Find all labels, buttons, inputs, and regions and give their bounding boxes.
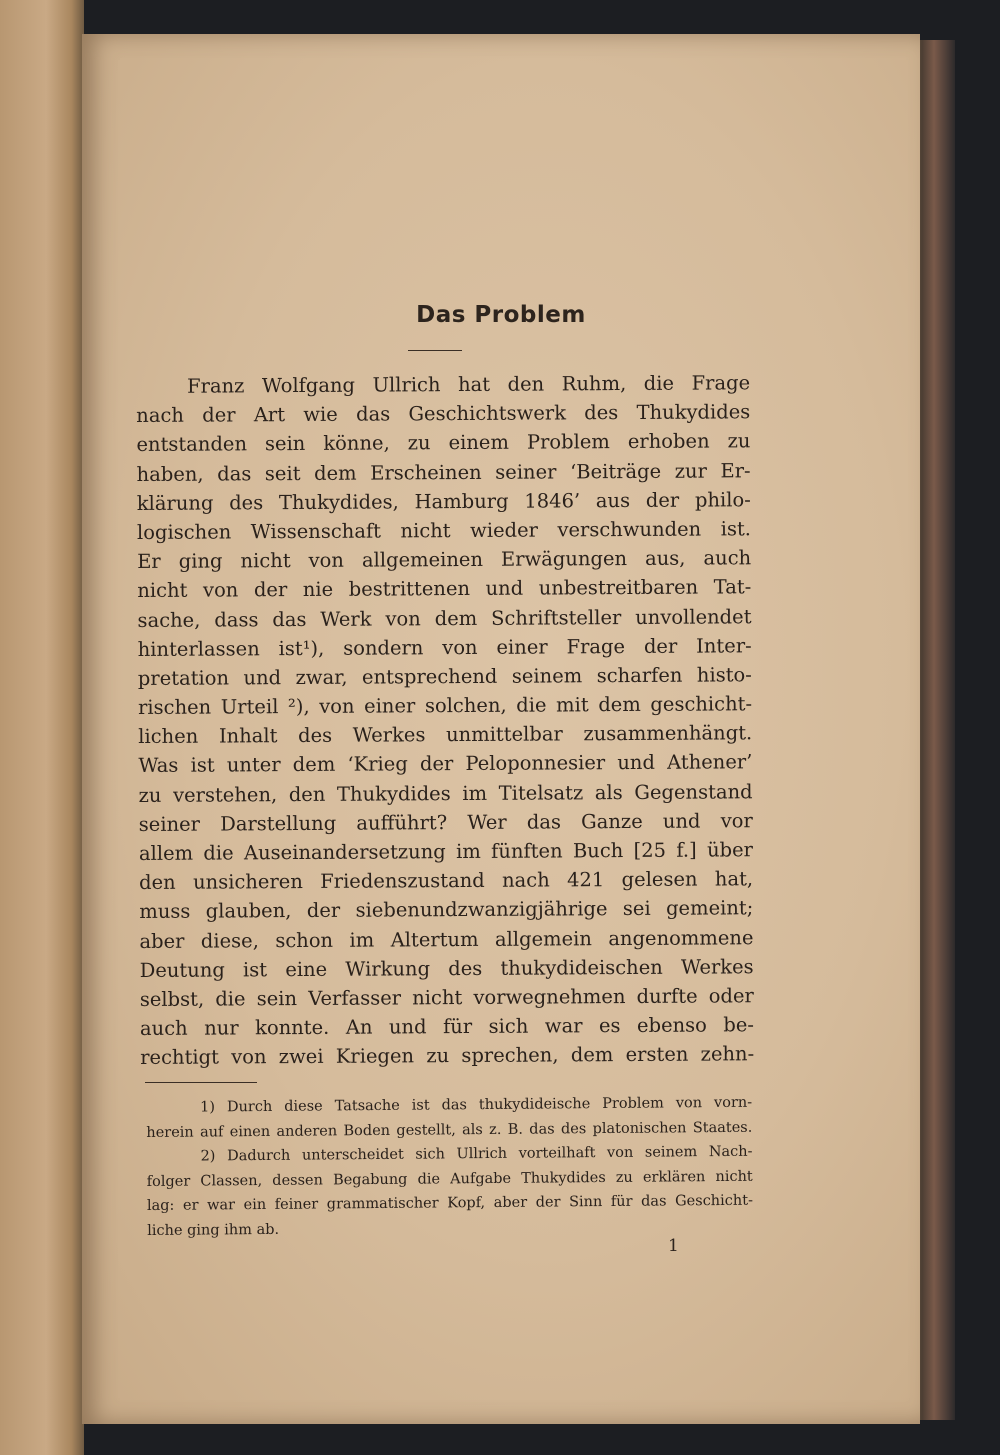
text-line: logischen Wissenschaft nicht wieder verschwunden ist.: [136, 517, 752, 544]
text-line: muss glauben, der siebenundzwanzigjährige sei gemeint;: [139, 896, 754, 924]
footnote-2-line: lag: er war ein feiner grammatischer Kopf, aber der Sinn für das Geschicht-: [146, 1192, 754, 1214]
page-number: 1: [668, 1236, 679, 1256]
text-line: nach der Art wie das Geschichtswerk des Thukydides: [136, 400, 751, 428]
footnote-1-line: herein auf einen anderen Boden gestellt, als z. B. das des platonischen Staates.: [146, 1119, 753, 1141]
text-line: lichen Inhalt des Werkes unmittelbar zusammenhängt.: [138, 721, 753, 749]
text-line: rechtigt von zwei Kriegen zu sprechen, dem ersten zehn-: [140, 1042, 755, 1070]
body-text: [136, 368, 754, 1072]
text-line: den unsicheren Friedenszustand nach 421 gelesen hat,: [139, 867, 754, 895]
text-line: klärung des Thukydides, Hamburg 1846’ aus der philo-: [136, 487, 751, 515]
footnote-rule: [145, 1082, 257, 1083]
text-line: seiner Darstellung aufführt? Wer das Ganze und vor: [138, 809, 753, 836]
text-line: auch nur konnte. An und für sich war es ebenso be-: [139, 1013, 755, 1041]
footnote-2-line: liche ging ihm ab.: [147, 1221, 280, 1239]
left-page-edge: [0, 0, 84, 1455]
text-line: rischen Urteil ²), von einer solchen, die mit dem geschicht-: [137, 692, 753, 720]
text-line: aber diese, schon im Altertum allgemein angenommene: [139, 925, 754, 953]
text-line: haben, das seit dem Erscheinen seiner ‘Beiträge zur Er-: [136, 458, 751, 486]
text-line: nicht von der nie bestrittenen und unbestreitbaren Tat-: [137, 575, 752, 603]
book-page: [82, 34, 920, 1424]
footnote-2-line: 2) Dadurch unterscheidet sich Ullrich vorteilhaft von seinem Nach-: [200, 1143, 753, 1165]
footnotes: [146, 1091, 753, 1243]
chapter-heading: Das Problem: [416, 302, 586, 328]
text-line: Er ging nicht von allgemeinen Erwägungen aus, auch: [137, 546, 752, 574]
text-line: hinterlassen ist¹), sondern von einer Frage der Inter-: [137, 633, 752, 661]
footnote-1-line: 1) Durch diese Tatsache ist das thukydideische Problem von vorn-: [200, 1094, 753, 1116]
text-line: pretation und zwar, entsprechend seinem scharfen histo-: [137, 663, 752, 690]
text-line: Was ist unter dem ‘Krieg der Peloponnesier und Athener’: [138, 750, 753, 778]
text-line: allem die Auseinandersetzung im fünften Buch [25 f.] über: [138, 838, 754, 865]
footnote-2-line: folger Classen, dessen Begabung die Aufgabe Thukydides zu erklären nicht: [146, 1168, 753, 1190]
text-line: sache, dass das Werk von dem Schriftsteller unvollendet: [137, 604, 752, 632]
text-line: entstanden sein könne, zu einem Problem erhoben zu: [136, 429, 751, 457]
text-line: Franz Wolfgang Ullrich hat den Ruhm, die Frage: [187, 371, 751, 398]
text-line: zu verstehen, den Thukydides im Titelsatz als Gegenstand: [138, 779, 753, 807]
text-line: selbst, die sein Verfasser nicht vorwegnehmen durfte oder: [139, 984, 754, 1011]
heading-rule: [408, 350, 462, 351]
text-line: Deutung ist eine Wirkung des thukydideischen Werkes: [139, 954, 754, 982]
